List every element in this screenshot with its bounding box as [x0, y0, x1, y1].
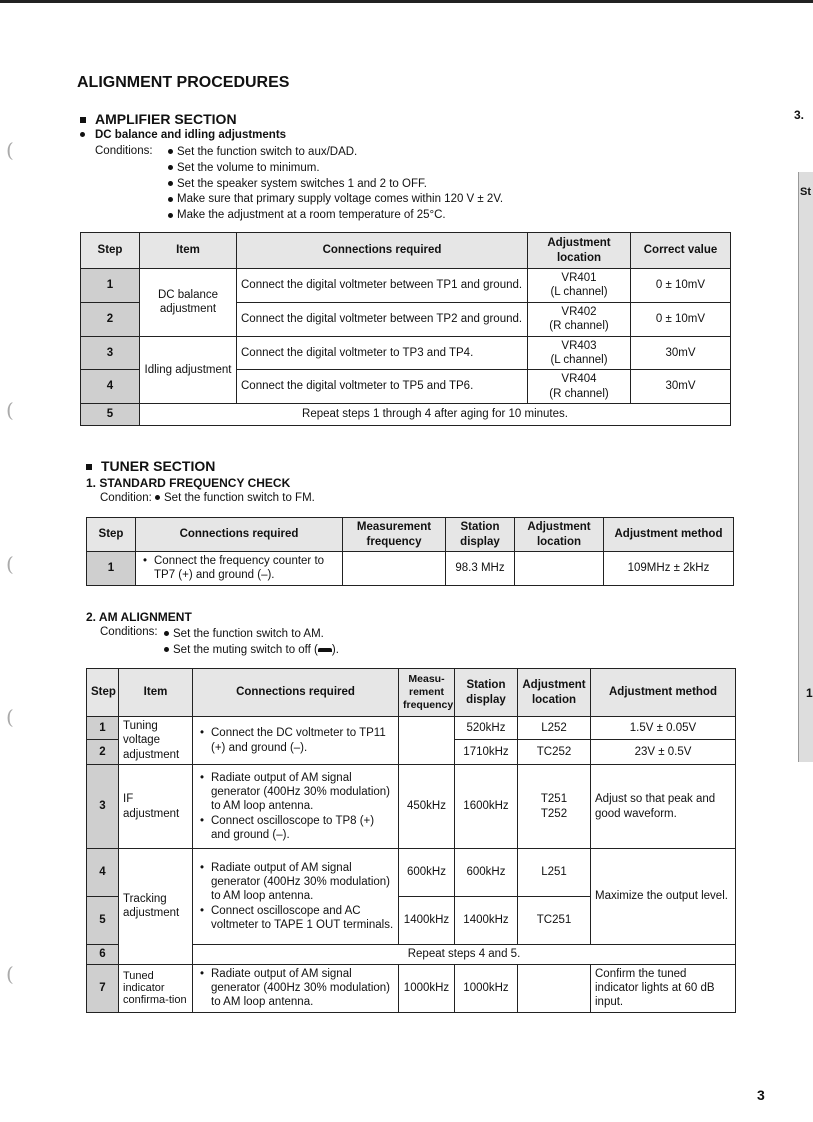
- display-cell: 1400kHz: [455, 897, 518, 945]
- col-header: Measu-rement frequency: [399, 669, 455, 717]
- connections-cell: • Radiate output of AM signal generator (400Hz 30% modulation) to AM loop antenna. • Connect oscilloscope and AC voltmeter to TAPE 1 OUT terminals.: [193, 849, 399, 945]
- method-cell: Maximize the output level.: [591, 849, 736, 945]
- col-header: Station display: [455, 669, 518, 717]
- step-cell: 2: [81, 302, 140, 336]
- step-cell: 1: [87, 552, 136, 586]
- item-cell: IF adjustment: [119, 765, 193, 849]
- col-header: Item: [140, 233, 237, 269]
- condition-item: Make sure that primary supply voltage comes within 120 V ± 2V.: [168, 192, 503, 208]
- item-cell: Idling adjustment: [140, 336, 237, 404]
- std-freq-table: [86, 517, 734, 586]
- connections-cell: • Connect the DC voltmeter to TP11 (+) and ground (–).: [193, 717, 399, 765]
- col-header: Connections required: [136, 518, 343, 552]
- table-row: [87, 964, 736, 1012]
- display-cell: 1600kHz: [455, 765, 518, 849]
- col-header: Connections required: [237, 233, 528, 269]
- step-cell: 4: [81, 370, 140, 404]
- step-cell: 1: [81, 269, 140, 303]
- binding-mark: (: [6, 552, 14, 576]
- amp-heading: AMPLIFIER SECTION: [80, 111, 237, 127]
- connections-cell: Connect the digital voltmeter between TP2 and ground.: [237, 302, 528, 336]
- col-header: Adjustment method: [591, 669, 736, 717]
- std-condition: Condition: Set the function switch to FM.: [100, 492, 315, 504]
- page-title: ALIGNMENT PROCEDURES: [77, 74, 290, 91]
- edge-text-st: St: [800, 186, 811, 198]
- location-cell: T251 T252: [518, 765, 591, 849]
- location-cell: VR404 (R channel): [528, 370, 631, 404]
- am-conditions-label: Conditions:: [100, 626, 158, 638]
- location-cell: VR402 (R channel): [528, 302, 631, 336]
- col-header: Step: [81, 233, 140, 269]
- table-row: [87, 765, 736, 849]
- amp-subheading: DC balance and idling adjustments: [80, 129, 286, 141]
- value-cell: 0 ± 10mV: [631, 269, 731, 303]
- col-header: Measurement frequency: [343, 518, 446, 552]
- col-header: Step: [87, 669, 119, 717]
- bullet-icon: [80, 132, 85, 137]
- frequency-cell: 600kHz: [399, 849, 455, 897]
- col-header: Adjustment location: [518, 669, 591, 717]
- frequency-cell: [399, 717, 455, 765]
- step-cell: 3: [81, 336, 140, 370]
- repeat-note: Repeat steps 1 through 4 after aging for 10 minutes.: [140, 404, 731, 426]
- step-cell: 2: [87, 740, 119, 765]
- condition-item: Set the volume to minimum.: [168, 161, 503, 177]
- col-header: Connections required: [193, 669, 399, 717]
- method-cell: Adjust so that peak and good waveform.: [591, 765, 736, 849]
- frequency-cell: 450kHz: [399, 765, 455, 849]
- value-cell: 30mV: [631, 336, 731, 370]
- step-cell: 4: [87, 849, 119, 897]
- binding-mark: (: [6, 705, 14, 729]
- location-cell: [515, 552, 604, 586]
- condition-item: Set the function switch to aux/DAD.: [168, 145, 503, 161]
- col-header: Adjustment location: [528, 233, 631, 269]
- location-cell: L252: [518, 717, 591, 740]
- step-cell: 7: [87, 964, 119, 1012]
- frequency-cell: [343, 552, 446, 586]
- table-row: [87, 849, 736, 897]
- item-cell: Tuning voltage adjustment: [119, 717, 193, 765]
- method-cell: Confirm the tuned indicator lights at 60 dB input.: [591, 964, 736, 1012]
- table-row: [81, 404, 731, 426]
- connections-cell: Connect the digital voltmeter to TP3 and TP4.: [237, 336, 528, 370]
- method-cell: 23V ± 0.5V: [591, 740, 736, 765]
- amp-conditions-label: Conditions:: [95, 145, 153, 157]
- step-cell: 5: [81, 404, 140, 426]
- connections-cell: Connect the digital voltmeter to TP5 and TP6.: [237, 370, 528, 404]
- location-cell: VR403 (L channel): [528, 336, 631, 370]
- square-bullet-icon: [80, 117, 86, 123]
- location-cell: L251: [518, 849, 591, 897]
- condition-item: Set the muting switch to off ( ).: [164, 642, 339, 658]
- frequency-cell: 1000kHz: [399, 964, 455, 1012]
- table-row: [81, 269, 731, 303]
- item-cell: DC balance adjustment: [140, 269, 237, 337]
- am-alignment-title: 2. AM ALIGNMENT: [86, 610, 192, 624]
- edge-text-3: 3.: [794, 108, 805, 122]
- step-cell: 3: [87, 765, 119, 849]
- step-cell: 6: [87, 945, 119, 964]
- col-header: Adjustment location: [515, 518, 604, 552]
- value-cell: 0 ± 10mV: [631, 302, 731, 336]
- col-header: Step: [87, 518, 136, 552]
- repeat-note: Repeat steps 4 and 5.: [193, 945, 736, 964]
- amp-table: [80, 232, 731, 426]
- method-cell: 1.5V ± 0.05V: [591, 717, 736, 740]
- table-row: [87, 717, 736, 740]
- table-row: [87, 552, 734, 586]
- condition-item: Set the function switch to AM.: [164, 626, 339, 642]
- method-cell: 109MHz ± 2kHz: [604, 552, 734, 586]
- binding-mark: (: [6, 138, 14, 162]
- location-cell: [518, 964, 591, 1012]
- muting-off-icon: [318, 648, 332, 652]
- edge-text-1: 1: [806, 686, 813, 700]
- am-table: [86, 668, 736, 1013]
- frequency-cell: 1400kHz: [399, 897, 455, 945]
- table-row: [81, 336, 731, 370]
- col-header: Station display: [446, 518, 515, 552]
- binding-mark: (: [6, 962, 14, 986]
- col-header: Adjustment method: [604, 518, 734, 552]
- tuner-heading: TUNER SECTION: [86, 458, 215, 474]
- location-cell: VR401 (L channel): [528, 269, 631, 303]
- square-bullet-icon: [86, 464, 92, 470]
- condition-item: Make the adjustment at a room temperature of 25°C.: [168, 208, 503, 224]
- std-freq-title: 1. STANDARD FREQUENCY CHECK: [86, 476, 291, 490]
- item-cell: Tuned indicator confirma-tion: [119, 964, 193, 1012]
- step-cell: 5: [87, 897, 119, 945]
- connections-cell: • Radiate output of AM signal generator (400Hz 30% modulation) to AM loop antenna. • Connect oscilloscope to TP8 (+) and ground (–).: [193, 765, 399, 849]
- display-cell: 98.3 MHz: [446, 552, 515, 586]
- am-conditions: [164, 626, 339, 658]
- connections-cell: • Connect the frequency counter to TP7 (+) and ground (–).: [136, 552, 343, 586]
- display-cell: 520kHz: [455, 717, 518, 740]
- item-cell: Tracking adjustment: [119, 849, 193, 964]
- display-cell: 600kHz: [455, 849, 518, 897]
- amp-conditions: [168, 145, 503, 224]
- value-cell: 30mV: [631, 370, 731, 404]
- location-cell: TC252: [518, 740, 591, 765]
- adjacent-page-edge: [798, 172, 813, 762]
- connections-cell: Connect the digital voltmeter between TP1 and ground.: [237, 269, 528, 303]
- connections-cell: • Radiate output of AM signal generator (400Hz 30% modulation) to AM loop antenna.: [193, 964, 399, 1012]
- step-cell: 1: [87, 717, 119, 740]
- display-cell: 1000kHz: [455, 964, 518, 1012]
- location-cell: TC251: [518, 897, 591, 945]
- display-cell: 1710kHz: [455, 740, 518, 765]
- condition-item: Set the speaker system switches 1 and 2 to OFF.: [168, 177, 503, 193]
- page-number: 3: [757, 1087, 765, 1103]
- col-header: Correct value: [631, 233, 731, 269]
- col-header: Item: [119, 669, 193, 717]
- top-rule: [0, 0, 813, 3]
- binding-mark: (: [6, 398, 14, 422]
